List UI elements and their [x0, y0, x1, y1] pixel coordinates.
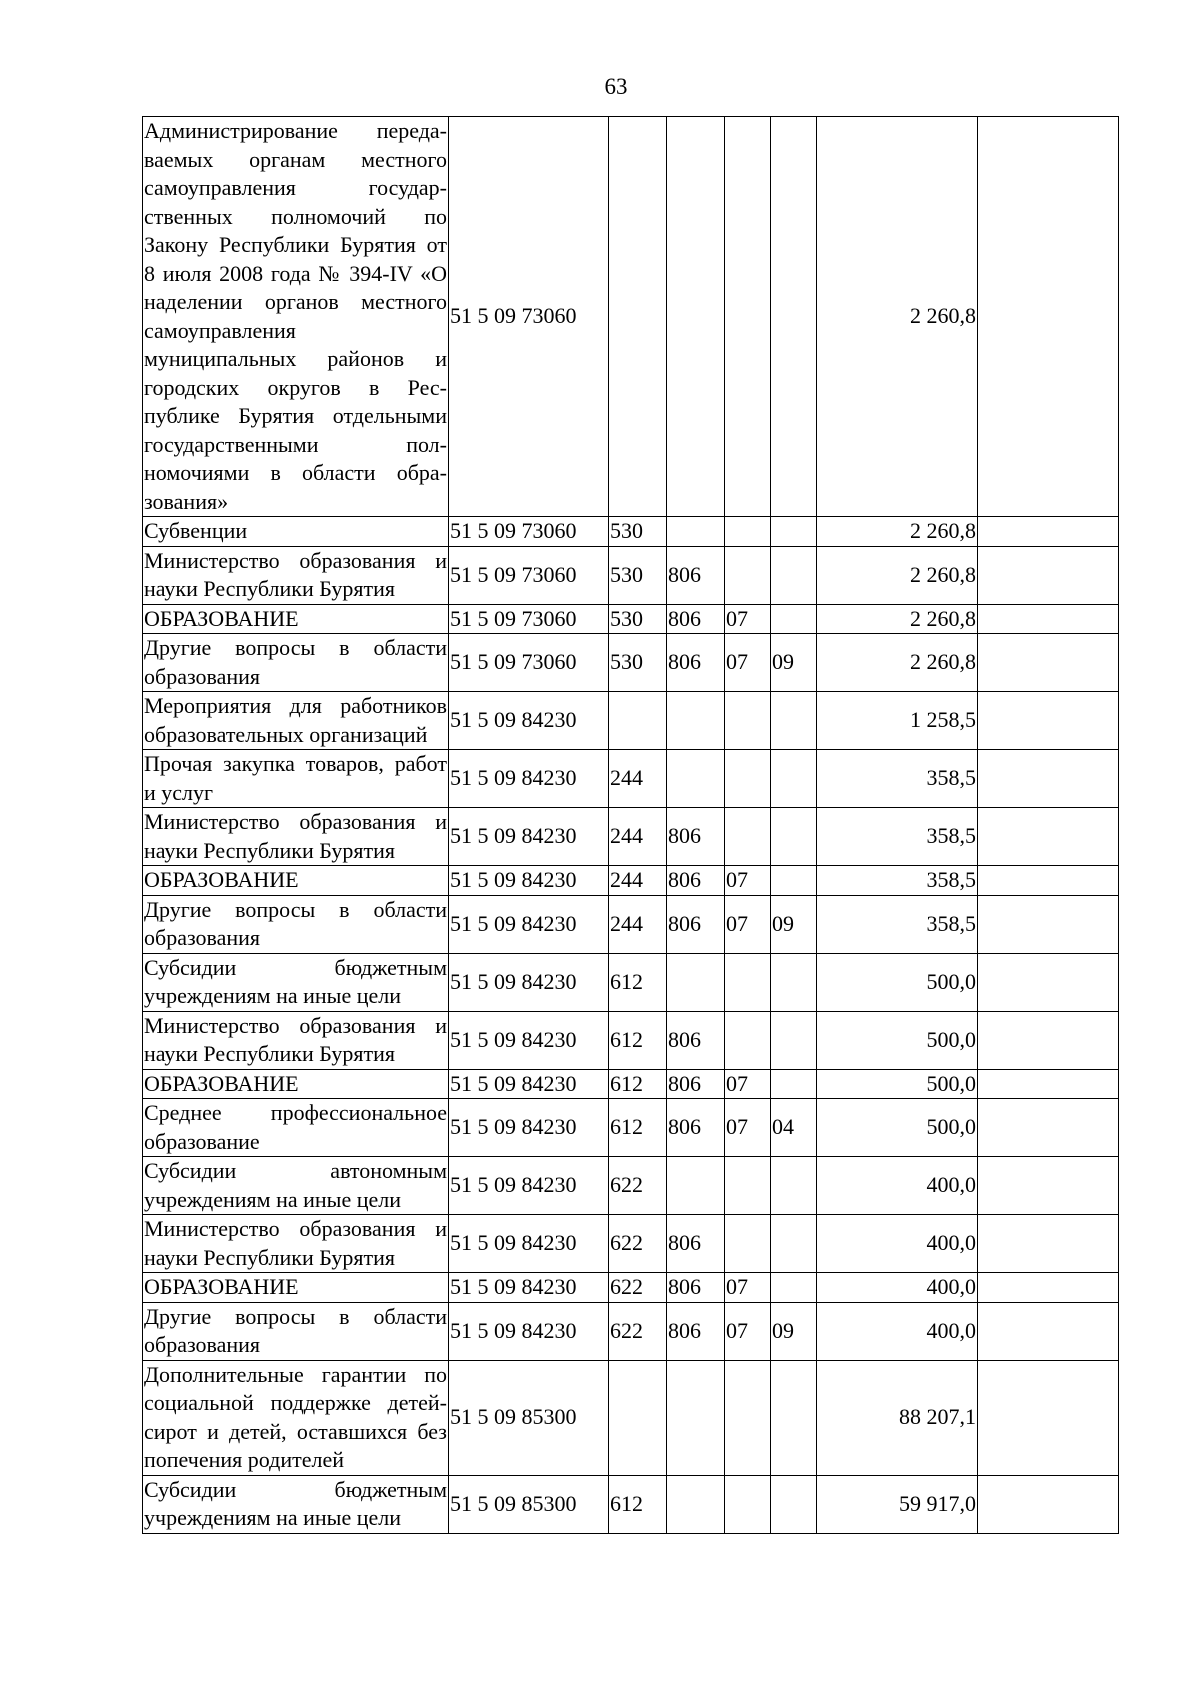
row-name-cell: Субсидии бюджетным учреждениям на иные цели: [143, 1475, 449, 1533]
row-section-cell: 07: [725, 604, 771, 634]
row-department-cell: [667, 953, 725, 1011]
row-department-cell: 806: [667, 546, 725, 604]
row-empty-cell: [978, 1302, 1119, 1360]
row-name-cell: ОБРАЗОВАНИЕ: [143, 1273, 449, 1303]
row-expense-type-cell: 612: [609, 1069, 667, 1099]
row-name-cell: Субвенции: [143, 517, 449, 547]
row-expense-type-cell: 530: [609, 604, 667, 634]
row-name-cell: Администрирование передаваемых органам местного самоуправления государственных полномочий по Закону Республики Бурятия от 8 июля 2008 года № 394-IV «О наделении органов местного самоуправления муниципальных районов и городских округов в Республике Бурятия отдельными государственными полномочиями в области образования»: [143, 117, 449, 517]
table-row: [143, 517, 1119, 547]
row-name-cell: Другие вопросы в области образования: [143, 1302, 449, 1360]
row-empty-cell: [978, 517, 1119, 547]
row-subsection-cell: [771, 1157, 817, 1215]
table-row: [143, 750, 1119, 808]
row-name-cell: Другие вопросы в области образования: [143, 895, 449, 953]
row-section-cell: [725, 953, 771, 1011]
row-code-cell: 51 5 09 84230: [449, 895, 609, 953]
row-empty-cell: [978, 750, 1119, 808]
row-section-cell: 07: [725, 866, 771, 896]
table-row: [143, 546, 1119, 604]
row-department-cell: 806: [667, 866, 725, 896]
row-code-cell: 51 5 09 84230: [449, 1215, 609, 1273]
row-subsection-cell: [771, 117, 817, 517]
row-expense-type-cell: 530: [609, 634, 667, 692]
row-subsection-cell: [771, 808, 817, 866]
row-sum-cell: 500,0: [817, 1099, 978, 1157]
row-empty-cell: [978, 1157, 1119, 1215]
row-empty-cell: [978, 1069, 1119, 1099]
row-subsection-cell: [771, 692, 817, 750]
row-subsection-cell: 09: [771, 634, 817, 692]
row-department-cell: 806: [667, 895, 725, 953]
row-expense-type-cell: 244: [609, 895, 667, 953]
table-row: [143, 808, 1119, 866]
row-code-cell: 51 5 09 73060: [449, 517, 609, 547]
budget-table: [142, 116, 1119, 1534]
row-subsection-cell: [771, 1011, 817, 1069]
row-department-cell: [667, 1360, 725, 1475]
row-sum-cell: 500,0: [817, 1069, 978, 1099]
row-sum-cell: 358,5: [817, 866, 978, 896]
table-row: [143, 117, 1119, 517]
row-code-cell: 51 5 09 84230: [449, 692, 609, 750]
row-empty-cell: [978, 546, 1119, 604]
row-name-cell: Субсидии автономным учреждениям на иные цели: [143, 1157, 449, 1215]
row-subsection-cell: [771, 1215, 817, 1273]
row-department-cell: [667, 517, 725, 547]
row-section-cell: [725, 808, 771, 866]
row-name-cell: Министерство образования и науки Республики Бурятия: [143, 546, 449, 604]
row-section-cell: 07: [725, 1273, 771, 1303]
row-code-cell: 51 5 09 73060: [449, 604, 609, 634]
row-sum-cell: 400,0: [817, 1302, 978, 1360]
row-section-cell: [725, 750, 771, 808]
row-section-cell: [725, 546, 771, 604]
row-section-cell: 07: [725, 634, 771, 692]
row-code-cell: 51 5 09 85300: [449, 1475, 609, 1533]
row-sum-cell: 2 260,8: [817, 634, 978, 692]
row-expense-type-cell: 622: [609, 1215, 667, 1273]
row-empty-cell: [978, 1475, 1119, 1533]
page-number: 63: [604, 74, 628, 99]
row-sum-cell: 358,5: [817, 895, 978, 953]
table-row: [143, 1273, 1119, 1303]
row-department-cell: [667, 1157, 725, 1215]
row-name-cell: Субсидии бюджетным учреждениям на иные цели: [143, 953, 449, 1011]
row-empty-cell: [978, 1099, 1119, 1157]
row-department-cell: 806: [667, 1011, 725, 1069]
row-empty-cell: [978, 1011, 1119, 1069]
row-section-cell: 07: [725, 1099, 771, 1157]
table-row: [143, 604, 1119, 634]
row-expense-type-cell: 622: [609, 1302, 667, 1360]
row-subsection-cell: [771, 1475, 817, 1533]
row-name-cell: Среднее профессиональное образование: [143, 1099, 449, 1157]
row-empty-cell: [978, 692, 1119, 750]
row-name-cell: ОБРАЗОВАНИЕ: [143, 866, 449, 896]
row-name-cell: Министерство образования и науки Республики Бурятия: [143, 1011, 449, 1069]
row-department-cell: [667, 117, 725, 517]
row-name-cell: Министерство образования и науки Республики Бурятия: [143, 1215, 449, 1273]
table-row: [143, 692, 1119, 750]
row-expense-type-cell: 244: [609, 808, 667, 866]
row-subsection-cell: [771, 953, 817, 1011]
table-row: [143, 1011, 1119, 1069]
row-subsection-cell: [771, 517, 817, 547]
row-code-cell: 51 5 09 84230: [449, 1069, 609, 1099]
row-code-cell: 51 5 09 73060: [449, 546, 609, 604]
row-code-cell: 51 5 09 73060: [449, 634, 609, 692]
budget-table-body: [143, 117, 1119, 1534]
row-subsection-cell: [771, 866, 817, 896]
row-name-cell: Мероприятия для работников образовательных организаций: [143, 692, 449, 750]
table-row: [143, 1099, 1119, 1157]
row-code-cell: 51 5 09 84230: [449, 1011, 609, 1069]
row-department-cell: 806: [667, 1215, 725, 1273]
row-section-cell: [725, 517, 771, 547]
row-code-cell: 51 5 09 73060: [449, 117, 609, 517]
table-row: [143, 1475, 1119, 1533]
row-subsection-cell: [771, 604, 817, 634]
row-sum-cell: 2 260,8: [817, 604, 978, 634]
row-sum-cell: 400,0: [817, 1157, 978, 1215]
row-empty-cell: [978, 1273, 1119, 1303]
table-row: [143, 1360, 1119, 1475]
row-subsection-cell: [771, 750, 817, 808]
row-code-cell: 51 5 09 84230: [449, 750, 609, 808]
row-empty-cell: [978, 634, 1119, 692]
row-code-cell: 51 5 09 84230: [449, 1273, 609, 1303]
row-expense-type-cell: 612: [609, 1011, 667, 1069]
row-sum-cell: 59 917,0: [817, 1475, 978, 1533]
row-name-cell: Дополнительные гарантии по социальной поддержке детей-сирот и детей, оставшихся без попечения родителей: [143, 1360, 449, 1475]
row-sum-cell: 400,0: [817, 1273, 978, 1303]
row-name-cell: Другие вопросы в области образования: [143, 634, 449, 692]
row-expense-type-cell: 530: [609, 546, 667, 604]
row-subsection-cell: 04: [771, 1099, 817, 1157]
row-code-cell: 51 5 09 84230: [449, 1099, 609, 1157]
row-subsection-cell: 09: [771, 1302, 817, 1360]
row-expense-type-cell: 622: [609, 1273, 667, 1303]
row-code-cell: 51 5 09 84230: [449, 1302, 609, 1360]
table-row: [143, 634, 1119, 692]
row-empty-cell: [978, 808, 1119, 866]
row-empty-cell: [978, 117, 1119, 517]
row-empty-cell: [978, 895, 1119, 953]
row-expense-type-cell: 530: [609, 517, 667, 547]
row-sum-cell: 2 260,8: [817, 517, 978, 547]
table-row: [143, 866, 1119, 896]
row-empty-cell: [978, 953, 1119, 1011]
row-name-cell: ОБРАЗОВАНИЕ: [143, 604, 449, 634]
row-name-cell: Министерство образования и науки Республики Бурятия: [143, 808, 449, 866]
row-sum-cell: 500,0: [817, 1011, 978, 1069]
row-department-cell: 806: [667, 1099, 725, 1157]
row-department-cell: 806: [667, 634, 725, 692]
row-section-cell: 07: [725, 895, 771, 953]
row-name-cell: Прочая закупка товаров, работ и услуг: [143, 750, 449, 808]
table-row: [143, 1069, 1119, 1099]
row-expense-type-cell: [609, 692, 667, 750]
row-code-cell: 51 5 09 84230: [449, 1157, 609, 1215]
row-subsection-cell: [771, 1069, 817, 1099]
row-section-cell: [725, 1011, 771, 1069]
row-section-cell: [725, 692, 771, 750]
row-expense-type-cell: 612: [609, 953, 667, 1011]
row-section-cell: [725, 117, 771, 517]
row-subsection-cell: 09: [771, 895, 817, 953]
row-sum-cell: 1 258,5: [817, 692, 978, 750]
row-empty-cell: [978, 1360, 1119, 1475]
row-expense-type-cell: 612: [609, 1099, 667, 1157]
row-section-cell: [725, 1157, 771, 1215]
row-sum-cell: 2 260,8: [817, 117, 978, 517]
row-sum-cell: 358,5: [817, 808, 978, 866]
row-empty-cell: [978, 866, 1119, 896]
row-department-cell: 806: [667, 604, 725, 634]
table-row: [143, 895, 1119, 953]
row-section-cell: [725, 1475, 771, 1533]
row-sum-cell: 88 207,1: [817, 1360, 978, 1475]
row-section-cell: [725, 1360, 771, 1475]
table-row: [143, 1302, 1119, 1360]
row-section-cell: [725, 1215, 771, 1273]
row-name-cell: ОБРАЗОВАНИЕ: [143, 1069, 449, 1099]
row-section-cell: 07: [725, 1302, 771, 1360]
row-empty-cell: [978, 604, 1119, 634]
row-department-cell: 806: [667, 1069, 725, 1099]
table-row: [143, 1157, 1119, 1215]
row-subsection-cell: [771, 546, 817, 604]
row-expense-type-cell: 244: [609, 866, 667, 896]
row-department-cell: 806: [667, 1302, 725, 1360]
row-department-cell: [667, 750, 725, 808]
row-department-cell: [667, 692, 725, 750]
row-expense-type-cell: 622: [609, 1157, 667, 1215]
row-sum-cell: 358,5: [817, 750, 978, 808]
row-section-cell: 07: [725, 1069, 771, 1099]
row-sum-cell: 2 260,8: [817, 546, 978, 604]
row-code-cell: 51 5 09 84230: [449, 866, 609, 896]
row-code-cell: 51 5 09 84230: [449, 953, 609, 1011]
row-expense-type-cell: [609, 1360, 667, 1475]
row-department-cell: [667, 1475, 725, 1533]
row-expense-type-cell: [609, 117, 667, 517]
row-code-cell: 51 5 09 85300: [449, 1360, 609, 1475]
row-sum-cell: 500,0: [817, 953, 978, 1011]
row-department-cell: 806: [667, 1273, 725, 1303]
table-row: [143, 953, 1119, 1011]
row-expense-type-cell: 612: [609, 1475, 667, 1533]
row-subsection-cell: [771, 1273, 817, 1303]
table-row: [143, 1215, 1119, 1273]
row-empty-cell: [978, 1215, 1119, 1273]
row-sum-cell: 400,0: [817, 1215, 978, 1273]
row-expense-type-cell: 244: [609, 750, 667, 808]
row-code-cell: 51 5 09 84230: [449, 808, 609, 866]
row-subsection-cell: [771, 1360, 817, 1475]
row-department-cell: 806: [667, 808, 725, 866]
